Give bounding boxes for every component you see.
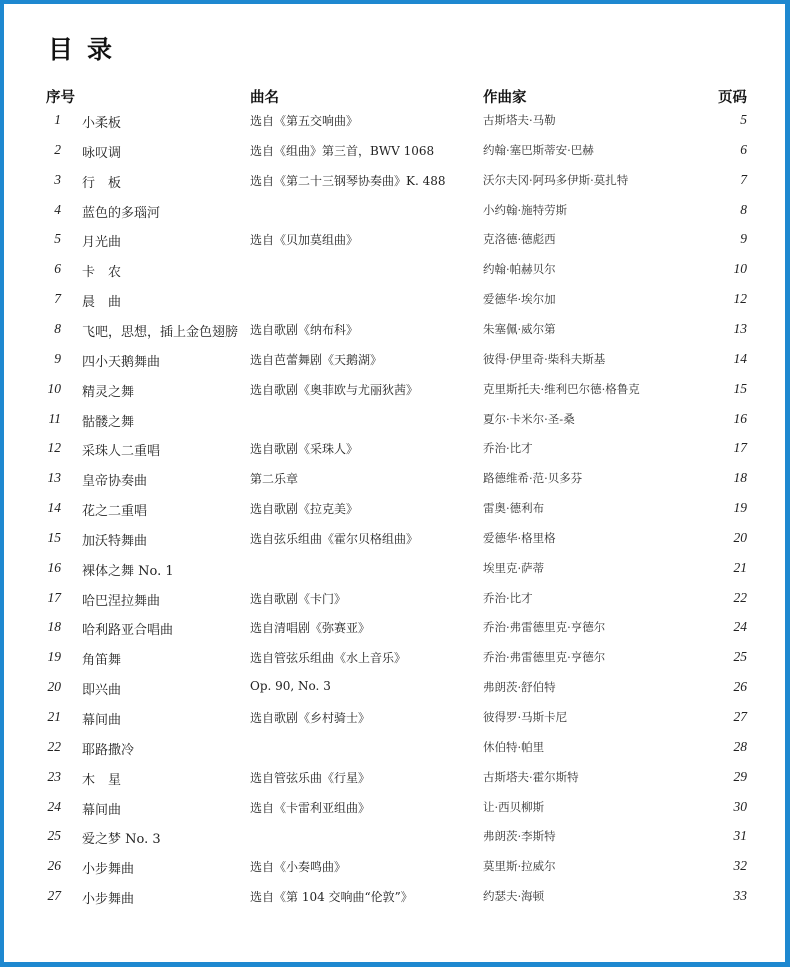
piece-source: 选自歌剧《纳布科》 [250, 322, 359, 337]
row-number: 10 [47, 380, 61, 396]
row-number: 7 [54, 291, 61, 307]
page-number: 17 [733, 440, 747, 456]
piece-source: 选自清唱剧《弥赛亚》 [250, 621, 371, 636]
page-number: 33 [733, 888, 747, 904]
piece-title: 采珠人二重唱 [82, 444, 161, 460]
piece-title: 角笛舞 [82, 653, 122, 669]
page-number: 6 [740, 141, 747, 157]
piece-source: 选自《第二十三钢琴协奏曲》K. 488 [250, 173, 446, 188]
piece-title: 精灵之舞 [82, 384, 135, 400]
page-number: 20 [733, 529, 747, 545]
row-number: 2 [54, 141, 61, 157]
page-number: 9 [740, 231, 747, 247]
toc-row [4, 291, 785, 313]
page-number: 27 [733, 709, 747, 724]
toc-row [4, 351, 785, 373]
toc-row [4, 440, 785, 462]
page-number: 25 [733, 649, 747, 665]
composer-name: 约瑟夫·海顿 [483, 889, 545, 904]
piece-title: 行 板 [82, 175, 122, 191]
piece-title: 哈巴涅拉舞曲 [82, 593, 161, 609]
piece-title: 幕间曲 [82, 713, 122, 728]
toc-row [4, 679, 785, 701]
row-number: 27 [47, 888, 61, 904]
composer-name: 小约翰·施特劳斯 [483, 202, 568, 217]
piece-title: 花之二重唱 [82, 504, 148, 520]
row-number: 11 [48, 410, 61, 426]
header-page: 页码 [718, 89, 747, 106]
piece-source: 选自歌剧《拉克美》 [250, 502, 359, 517]
page-number: 19 [733, 500, 747, 516]
row-number: 22 [47, 738, 61, 754]
page-number: 28 [733, 738, 747, 754]
row-number: 18 [47, 619, 61, 635]
piece-title: 幕间曲 [82, 802, 122, 818]
page-number: 15 [733, 380, 747, 396]
piece-source: 选自《第五交响曲》 [250, 114, 359, 128]
toc-row [4, 411, 785, 433]
page-number: 21 [733, 559, 747, 575]
piece-source: 选自歌剧《卡门》 [250, 591, 347, 606]
toc-row [4, 769, 785, 791]
piece-title: 飞吧，思想，插上金色翅膀 [82, 324, 239, 340]
row-number: 6 [54, 261, 61, 277]
page-number: 7 [740, 171, 747, 187]
piece-title: 裸体之舞 No. 1 [82, 563, 174, 579]
toc-row [4, 381, 785, 403]
row-number: 26 [47, 858, 61, 874]
piece-title: 蓝色的多瑙河 [82, 205, 161, 221]
page-number: 16 [733, 410, 747, 426]
page-number: 13 [733, 320, 747, 336]
row-number: 21 [47, 709, 61, 724]
row-number: 14 [47, 500, 61, 516]
toc-row [4, 560, 785, 582]
piece-source: 选自《第 104 交响曲“伦敦”》 [250, 890, 413, 905]
composer-name: 弗朗茨·舒伯特 [483, 680, 556, 695]
composer-name: 路德维希·范·贝多芬 [483, 471, 583, 486]
row-number: 25 [47, 828, 61, 844]
piece-title: 月光曲 [82, 235, 122, 251]
toc-row [4, 858, 785, 880]
composer-name: 爱德华·格里格 [483, 530, 556, 545]
toc-row [4, 739, 785, 761]
piece-source: 选自《小奏鸣曲》 [250, 860, 347, 875]
row-number: 12 [47, 440, 61, 456]
composer-name: 乔治·比才 [483, 590, 533, 605]
piece-title: 小柔板 [82, 116, 122, 131]
page-number: 30 [733, 798, 747, 814]
page-number: 29 [733, 768, 747, 784]
piece-source: 选自歌剧《乡村骑士》 [250, 711, 371, 725]
composer-name: 休伯特·帕里 [483, 739, 545, 754]
toc-row [4, 590, 785, 612]
composer-name: 乔治·比才 [483, 441, 533, 456]
composer-name: 约翰·塞巴斯蒂安·巴赫 [483, 142, 594, 157]
row-number: 20 [47, 679, 61, 695]
toc-row [4, 142, 785, 164]
row-number: 9 [54, 350, 61, 366]
page-number: 22 [733, 589, 747, 605]
page-number: 14 [733, 350, 747, 366]
row-number: 15 [47, 529, 61, 545]
composer-name: 莫里斯·拉威尔 [483, 859, 556, 874]
toc-row [4, 112, 785, 134]
composer-name: 雷奥·德利布 [483, 501, 545, 516]
toc-row [4, 172, 785, 194]
composer-name: 让·西贝柳斯 [483, 799, 545, 814]
piece-title: 骷髅之舞 [82, 414, 135, 430]
piece-source: 选自芭蕾舞剧《天鹅湖》 [250, 352, 383, 367]
row-number: 13 [47, 470, 61, 486]
composer-name: 克里斯托夫·维利巴尔德·格鲁克 [483, 381, 640, 396]
piece-source: 选自《卡雷利亚组曲》 [250, 800, 371, 815]
toc-row [4, 619, 785, 641]
toc-row [4, 202, 785, 224]
piece-source: 选自管弦乐曲《行星》 [250, 770, 371, 785]
composer-name: 爱德华·埃尔加 [483, 292, 556, 307]
composer-name: 埃里克·萨蒂 [483, 560, 545, 575]
row-number: 5 [54, 231, 61, 247]
piece-title: 小步舞曲 [82, 862, 135, 878]
toc-row [4, 470, 785, 492]
row-number: 8 [54, 320, 61, 336]
composer-name: 古斯塔夫·马勒 [483, 113, 556, 127]
row-number: 23 [47, 768, 61, 784]
page-number: 12 [733, 291, 747, 307]
composer-name: 乔治·弗雷德里克·亨德尔 [483, 620, 606, 635]
piece-title: 卡 农 [82, 265, 122, 281]
page-number: 31 [733, 828, 747, 844]
piece-source: 选自歌剧《奥菲欧与尤丽狄茜》 [250, 382, 419, 397]
row-number: 4 [54, 201, 61, 217]
piece-title: 皇帝协奏曲 [82, 474, 148, 490]
toc-row [4, 530, 785, 552]
toc-row [4, 261, 785, 283]
composer-name: 克洛德·德彪西 [483, 232, 556, 247]
header-name: 曲名 [250, 89, 279, 106]
toc-row [4, 799, 785, 821]
piece-title: 小步舞曲 [82, 892, 135, 908]
composer-name: 古斯塔夫·霍尔斯特 [483, 769, 579, 784]
row-number: 17 [47, 589, 61, 605]
piece-title: 咏叹调 [82, 145, 122, 161]
page-number: 18 [733, 470, 747, 486]
row-number: 16 [47, 559, 61, 575]
piece-title: 四小天鹅舞曲 [82, 354, 161, 370]
piece-title: 加沃特舞曲 [82, 533, 148, 549]
page-number: 5 [740, 112, 747, 127]
row-number: 1 [54, 112, 61, 127]
piece-title: 即兴曲 [82, 683, 122, 699]
piece-source: Op. 90, No. 3 [250, 679, 331, 694]
piece-source: 选自《贝加莫组曲》 [250, 233, 359, 248]
piece-source: 选自歌剧《采珠人》 [250, 442, 359, 457]
piece-source: 选自《组曲》第三首，BWV 1068 [250, 143, 435, 158]
piece-title: 耶路撒冷 [82, 742, 135, 758]
toc-row [4, 888, 785, 910]
page-number: 24 [733, 619, 747, 635]
composer-name: 彼得·伊里奇·柴科夫斯基 [483, 351, 606, 366]
piece-title: 晨 曲 [82, 295, 122, 311]
page-number: 26 [733, 679, 747, 695]
toc-row [4, 649, 785, 671]
toc-row [4, 828, 785, 850]
piece-source: 选自弦乐组曲《霍尔贝格组曲》 [250, 531, 419, 546]
row-number: 24 [47, 798, 61, 814]
toc-row [4, 709, 785, 731]
composer-name: 沃尔夫冈·阿玛多伊斯·莫扎特 [483, 172, 629, 187]
piece-title: 爱之梦 No. 3 [82, 832, 161, 848]
toc-row [4, 500, 785, 522]
header-number: 序号 [46, 89, 75, 106]
page-number: 32 [733, 858, 747, 874]
toc-row [4, 321, 785, 343]
composer-name: 弗朗茨·李斯特 [483, 829, 556, 844]
toc-page [4, 4, 785, 962]
piece-title: 哈利路亚合唱曲 [82, 623, 174, 639]
page-number: 10 [733, 261, 747, 277]
page-title: 目录 [48, 35, 127, 64]
row-number: 19 [47, 649, 61, 665]
composer-name: 夏尔·卡米尔·圣-桑 [483, 411, 575, 426]
toc-row [4, 231, 785, 253]
piece-source: 第二乐章 [250, 472, 299, 487]
composer-name: 朱塞佩·威尔第 [483, 321, 556, 336]
piece-title: 木 星 [82, 772, 122, 788]
composer-name: 乔治·弗雷德里克·亨德尔 [483, 650, 606, 665]
composer-name: 约翰·帕赫贝尔 [483, 262, 556, 277]
header-composer: 作曲家 [483, 89, 527, 106]
row-number: 3 [54, 171, 61, 187]
page-number: 8 [740, 201, 747, 217]
composer-name: 彼得罗·马斯卡尼 [483, 710, 568, 724]
piece-source: 选自管弦乐组曲《水上音乐》 [250, 651, 407, 666]
